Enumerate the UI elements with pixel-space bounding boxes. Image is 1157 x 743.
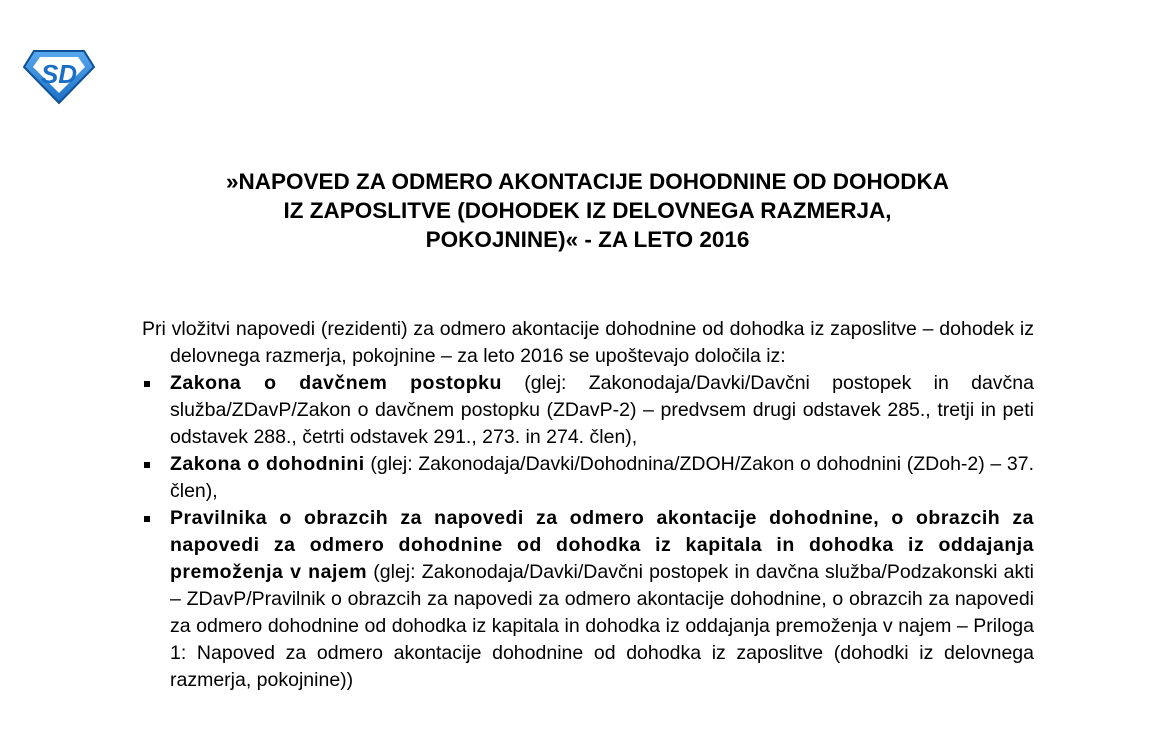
list-item xyxy=(142,451,1034,505)
bullet-square-icon xyxy=(144,516,150,522)
document-title xyxy=(140,167,1035,254)
title-line: POKOJNINE)« - ZA LETO 2016 xyxy=(425,227,750,252)
sd-shield-logo xyxy=(22,49,96,105)
regulation-list xyxy=(142,370,1034,694)
law-reference: (glej: Zakonodaja/Davki/Davčni postopek in davčna služba/Podzakonski akti – ZDavP/Pravilnik o obrazcih za napovedi za odmero akontacije dohodnine, o obrazcih za napovedi za odmero dohodnine od dohodka iz kapitala in dohodka iz oddajanja premoženja v najem – Priloga 1: Napoved za odmero akontacije dohodnine od dohodka iz zaposlitve (dohodki iz delovnega razmerja, pokojnine)) xyxy=(170,561,1034,691)
law-name: Pravilnika o obrazcih za napovedi za odmero akontacije dohodnine, o obrazcih za napovedi za odmero dohodnine od dohodka iz kapitala in dohodka iz oddajanja premoženja v najem xyxy=(170,507,1034,583)
law-reference: (glej: Zakonodaja/Davki/Dohodnina/ZDOH/Zakon o dohodnini (ZDoh-2) – 37. člen), xyxy=(170,453,1035,502)
title-line: IZ ZAPOSLITVE (DOHODEK IZ DELOVNEGA RAZMERJA, xyxy=(283,198,892,223)
law-name: Zakona o davčnem postopku xyxy=(170,372,502,394)
document-body xyxy=(142,316,1034,694)
bullet-square-icon xyxy=(144,462,150,468)
law-reference: (glej: Zakonodaja/Davki/Davčni postopek in davčna služba/ZDavP/Zakon o davčnem postopku (ZDavP-2) – predvsem drugi odstavek 285., tretji in peti odstavek 288., četrti odstavek 291., 273. in 274. člen), xyxy=(170,372,1034,448)
list-item xyxy=(142,505,1034,694)
title-line: »NAPOVED ZA ODMERO AKONTACIJE DOHODNINE OD DOHODKA xyxy=(226,169,949,194)
law-name: Zakona o dohodnini xyxy=(170,453,365,475)
list-item xyxy=(142,370,1034,451)
intro-paragraph: Pri vložitvi napovedi (rezidenti) za odmero akontacije dohodnine od dohodka iz zaposlitve – dohodek iz delovnega razmerja, pokojnine – za leto 2016 se upoštevajo določila iz: xyxy=(142,318,1034,367)
logo-letters: SD xyxy=(40,59,78,89)
bullet-square-icon xyxy=(144,381,150,387)
